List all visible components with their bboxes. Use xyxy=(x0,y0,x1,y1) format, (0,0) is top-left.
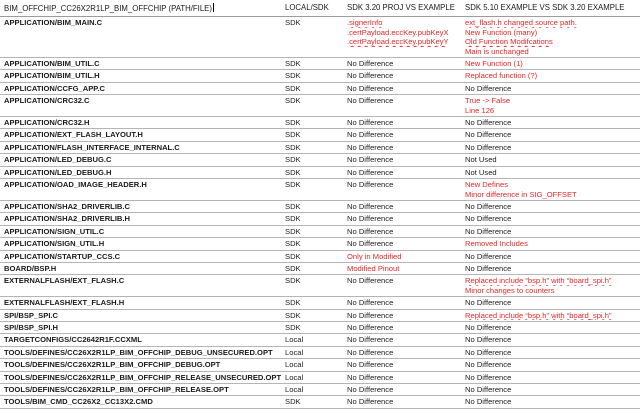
example-vs-example-cell[interactable] xyxy=(461,250,640,262)
file-path-text: SPI/BSP_SPI.C xyxy=(4,310,59,320)
file-path-cell[interactable] xyxy=(0,200,281,212)
proj-vs-example-cell[interactable] xyxy=(343,346,461,358)
proj-vs-example-cell[interactable] xyxy=(343,297,461,309)
example-vs-example-cell[interactable] xyxy=(461,117,640,129)
proj-vs-example-note: No Difference xyxy=(347,214,394,224)
local-sdk-cell[interactable] xyxy=(281,371,343,383)
example-vs-example-note: No Difference xyxy=(465,142,512,152)
table-row xyxy=(0,359,640,371)
table-row xyxy=(0,141,640,153)
file-path-cell[interactable] xyxy=(0,179,281,201)
file-path-cell[interactable] xyxy=(0,396,281,408)
local-sdk-text: SDK xyxy=(285,298,301,308)
example-vs-example-cell[interactable] xyxy=(461,346,640,358)
example-vs-example-cell[interactable] xyxy=(461,200,640,212)
local-sdk-text: Local xyxy=(285,335,304,345)
file-path-cell[interactable] xyxy=(0,117,281,129)
local-sdk-text: SDK xyxy=(285,310,301,320)
example-vs-example-cell[interactable] xyxy=(461,262,640,274)
header-row xyxy=(0,0,640,17)
table-row xyxy=(0,179,640,201)
example-vs-example-note: ext_flash.h changed source path. xyxy=(465,18,577,28)
proj-vs-example-note: No Difference xyxy=(347,71,394,81)
local-sdk-cell[interactable] xyxy=(281,262,343,274)
file-path-cell[interactable] xyxy=(0,17,281,58)
local-sdk-cell[interactable] xyxy=(281,70,343,82)
example-vs-example-note: Removed Includes xyxy=(465,239,528,249)
example-vs-example-note: New Defines xyxy=(465,180,509,190)
example-vs-example-note: No Difference xyxy=(465,397,512,407)
local-sdk-cell[interactable] xyxy=(281,275,343,297)
proj-vs-example-note: No Difference xyxy=(347,201,394,211)
example-vs-example-note: New Function (many) xyxy=(465,27,538,37)
file-path-text: TOOLS/DEFINES/CC26X2R1LP_BIM_OFFCHIP_RELEASE.OPT xyxy=(4,385,229,394)
local-sdk-text: SDK xyxy=(285,276,301,286)
file-path-text: TARGETCONFIGS/CC2642R1F.CCXML xyxy=(4,335,142,345)
example-vs-example-note: Old Function Modifcations xyxy=(465,37,553,47)
local-sdk-text: Local xyxy=(285,347,304,357)
example-vs-example-cell[interactable] xyxy=(461,141,640,153)
example-vs-example-note: Not Used xyxy=(465,155,497,165)
file-path-cell[interactable] xyxy=(0,297,281,309)
file-path-text: APPLICATION/EXT_FLASH_LAYOUT.H xyxy=(4,130,143,140)
proj-vs-example-cell[interactable] xyxy=(343,250,461,262)
example-vs-example-note: Not Used xyxy=(465,167,497,177)
example-vs-example-cell[interactable] xyxy=(461,129,640,141)
local-sdk-text: Local xyxy=(285,385,304,394)
file-path-cell[interactable] xyxy=(0,58,281,70)
proj-vs-example-note: No Difference xyxy=(347,59,394,69)
table-row xyxy=(0,371,640,383)
table-row xyxy=(0,297,640,309)
local-sdk-cell[interactable] xyxy=(281,129,343,141)
header-file-label: BIM_OFFCHIP_CC26X2R1LP_BIM_OFFCHIP (PATH/FILE) xyxy=(4,4,212,13)
example-vs-example-note: No Difference xyxy=(465,298,512,308)
file-path-text: APPLICATION/SIGN_UTIL.H xyxy=(4,239,105,249)
file-path-cell[interactable] xyxy=(0,384,281,396)
proj-vs-example-note: No Difference xyxy=(347,322,394,332)
file-path-cell[interactable] xyxy=(0,371,281,383)
example-vs-example-cell[interactable] xyxy=(461,166,640,178)
table-row xyxy=(0,396,640,408)
file-path-cell[interactable] xyxy=(0,225,281,237)
table-row xyxy=(0,17,640,58)
proj-vs-example-note: No Difference xyxy=(347,142,394,152)
local-sdk-text: Local xyxy=(285,360,304,370)
file-path-text: APPLICATION/BIM_UTIL.C xyxy=(4,59,100,69)
example-vs-example-note: No Difference xyxy=(465,251,512,261)
local-sdk-text: SDK xyxy=(285,83,301,93)
example-vs-example-cell[interactable] xyxy=(461,225,640,237)
table-row xyxy=(0,238,640,250)
proj-vs-example-cell[interactable] xyxy=(343,275,461,297)
local-sdk-text: SDK xyxy=(285,142,301,152)
example-vs-example-note: Replaced function (?) xyxy=(465,71,538,81)
local-sdk-text: SDK xyxy=(285,130,301,140)
file-path-text: EXTERNALFLASH/EXT_FLASH.C xyxy=(4,276,125,286)
table-row xyxy=(0,262,640,274)
local-sdk-cell[interactable] xyxy=(281,213,343,225)
proj-vs-example-note: No Difference xyxy=(347,347,394,357)
example-vs-example-cell[interactable] xyxy=(461,384,640,396)
local-sdk-cell[interactable] xyxy=(281,396,343,408)
table-row xyxy=(0,225,640,237)
local-sdk-cell[interactable] xyxy=(281,141,343,153)
file-path-text: APPLICATION/OAD_IMAGE_HEADER.H xyxy=(4,180,147,190)
local-sdk-cell[interactable] xyxy=(281,166,343,178)
file-path-text: SPI/BSP_SPI.H xyxy=(4,322,59,332)
example-vs-example-cell[interactable] xyxy=(461,95,640,117)
example-vs-example-cell[interactable] xyxy=(461,238,640,250)
proj-vs-example-cell[interactable] xyxy=(343,179,461,201)
local-sdk-cell[interactable] xyxy=(281,154,343,166)
example-vs-example-cell[interactable] xyxy=(461,309,640,321)
header-cell-proj-vs-example[interactable] xyxy=(343,0,461,17)
proj-vs-example-note: .signerInfo xyxy=(347,18,383,28)
proj-vs-example-cell[interactable] xyxy=(343,70,461,82)
proj-vs-example-note: No Difference xyxy=(347,310,394,320)
local-sdk-text: SDK xyxy=(285,18,301,28)
local-sdk-text: SDK xyxy=(285,71,301,81)
file-path-text: APPLICATION/LED_DEBUG.H xyxy=(4,167,112,177)
proj-vs-example-cell[interactable] xyxy=(343,117,461,129)
local-sdk-cell[interactable] xyxy=(281,95,343,117)
file-path-text: TOOLS/DEFINES/CC26X2R1LP_BIM_OFFCHIP_DEBUG.OPT xyxy=(4,360,221,370)
proj-vs-example-note: No Difference xyxy=(347,298,394,308)
example-vs-example-note: Replaced include “bsp.h” with “board_spi.h” xyxy=(465,276,612,286)
local-sdk-cell[interactable] xyxy=(281,321,343,333)
proj-vs-example-cell[interactable] xyxy=(343,371,461,383)
local-sdk-text: SDK xyxy=(285,214,301,224)
example-vs-example-note: Main is unchanged xyxy=(465,46,529,56)
table-row xyxy=(0,117,640,129)
example-vs-example-note: New Function (1) xyxy=(465,59,523,69)
file-path-text: APPLICATION/BIM_MAIN.C xyxy=(4,18,103,28)
proj-vs-example-cell[interactable] xyxy=(343,200,461,212)
proj-vs-example-note: No Difference xyxy=(347,335,394,345)
local-sdk-text: SDK xyxy=(285,263,301,273)
proj-vs-example-note: Only in Modified xyxy=(347,251,402,261)
table-row xyxy=(0,200,640,212)
file-path-cell[interactable] xyxy=(0,70,281,82)
local-sdk-cell[interactable] xyxy=(281,250,343,262)
file-path-cell[interactable] xyxy=(0,250,281,262)
example-vs-example-cell[interactable] xyxy=(461,321,640,333)
file-path-text: APPLICATION/LED_DEBUG.C xyxy=(4,155,112,165)
file-path-text: TOOLS/DEFINES/CC26X2R1LP_BIM_OFFCHIP_DEBUG_UNSECURED.OPT xyxy=(4,347,273,357)
example-vs-example-note: No Difference xyxy=(465,360,512,370)
local-sdk-cell[interactable] xyxy=(281,179,343,201)
local-sdk-cell[interactable] xyxy=(281,297,343,309)
local-sdk-cell[interactable] xyxy=(281,200,343,212)
proj-vs-example-note: No Difference xyxy=(347,397,394,407)
file-path-text: TOOLS/BIM_CMD_CC26X2_CC13X2.CMD xyxy=(4,397,153,407)
file-path-cell[interactable] xyxy=(0,82,281,94)
proj-vs-example-note: No Difference xyxy=(347,385,394,394)
proj-vs-example-cell[interactable] xyxy=(343,213,461,225)
example-vs-example-cell[interactable] xyxy=(461,179,640,201)
file-path-text: APPLICATION/SHA2_DRIVERLIB.C xyxy=(4,201,131,211)
local-sdk-cell[interactable] xyxy=(281,384,343,396)
example-vs-example-cell[interactable] xyxy=(461,297,640,309)
example-vs-example-note: No Difference xyxy=(465,201,512,211)
example-vs-example-cell[interactable] xyxy=(461,213,640,225)
example-vs-example-cell[interactable] xyxy=(461,82,640,94)
proj-vs-example-note: No Difference xyxy=(347,167,394,177)
file-path-text: APPLICATION/STARTUP_CCS.C xyxy=(4,251,121,261)
local-sdk-text: Local xyxy=(285,372,304,382)
example-vs-example-note: No Difference xyxy=(465,214,512,224)
example-vs-example-cell[interactable] xyxy=(461,275,640,297)
file-path-text: APPLICATION/CRC32.C xyxy=(4,96,90,106)
file-path-cell[interactable] xyxy=(0,213,281,225)
file-path-text: APPLICATION/CRC32.H xyxy=(4,118,90,128)
file-path-cell[interactable] xyxy=(0,346,281,358)
file-path-cell[interactable] xyxy=(0,309,281,321)
file-path-text: TOOLS/DEFINES/CC26X2R1LP_BIM_OFFCHIP_RELEASE_UNSECURED.OPT xyxy=(4,372,282,382)
local-sdk-cell[interactable] xyxy=(281,58,343,70)
proj-vs-example-cell[interactable] xyxy=(343,95,461,117)
local-sdk-text: SDK xyxy=(285,397,301,407)
table-row xyxy=(0,129,640,141)
file-path-cell[interactable] xyxy=(0,321,281,333)
example-vs-example-cell[interactable] xyxy=(461,17,640,58)
local-sdk-text: SDK xyxy=(285,226,301,236)
file-path-cell[interactable] xyxy=(0,95,281,117)
local-sdk-text: SDK xyxy=(285,118,301,128)
local-sdk-text: SDK xyxy=(285,322,301,332)
table-row xyxy=(0,334,640,346)
header-cell-local-sdk[interactable] xyxy=(281,0,343,17)
proj-vs-example-note: No Difference xyxy=(347,372,394,382)
proj-vs-example-note: .certPayload.eccKey.pubKeyX xyxy=(347,27,449,37)
file-path-cell[interactable] xyxy=(0,166,281,178)
proj-vs-example-note: No Difference xyxy=(347,83,394,93)
local-sdk-text: SDK xyxy=(285,59,301,69)
example-vs-example-note: No Difference xyxy=(465,347,512,357)
example-vs-example-note: No Difference xyxy=(465,130,512,140)
proj-vs-example-note: No Difference xyxy=(347,118,394,128)
local-sdk-text: SDK xyxy=(285,155,301,165)
file-path-cell[interactable] xyxy=(0,129,281,141)
local-sdk-text: SDK xyxy=(285,251,301,261)
proj-vs-example-cell[interactable] xyxy=(343,238,461,250)
table-row xyxy=(0,346,640,358)
example-vs-example-note: No Difference xyxy=(465,83,512,93)
header-cell-file[interactable] xyxy=(0,0,281,17)
table-row xyxy=(0,166,640,178)
example-vs-example-note: Line 126 xyxy=(465,105,495,115)
header-proj-vs-example-label: SDK 3.20 PROJ VS EXAMPLE xyxy=(347,3,455,12)
file-path-text: BOARD/BSP.H xyxy=(4,263,57,273)
table-row xyxy=(0,58,640,70)
proj-vs-example-note: No Difference xyxy=(347,226,394,236)
table-row xyxy=(0,154,640,166)
file-path-cell[interactable] xyxy=(0,262,281,274)
header-local-sdk-label: LOCAL/SDK xyxy=(285,3,329,12)
local-sdk-cell[interactable] xyxy=(281,82,343,94)
proj-vs-example-cell[interactable] xyxy=(343,334,461,346)
proj-vs-example-cell[interactable] xyxy=(343,309,461,321)
proj-vs-example-cell[interactable] xyxy=(343,141,461,153)
table-row xyxy=(0,70,640,82)
file-path-cell[interactable] xyxy=(0,359,281,371)
file-path-cell[interactable] xyxy=(0,275,281,297)
example-vs-example-note: No Difference xyxy=(465,385,512,394)
example-vs-example-note: No Difference xyxy=(465,322,512,332)
local-sdk-cell[interactable] xyxy=(281,17,343,58)
table-row xyxy=(0,95,640,117)
example-vs-example-cell[interactable] xyxy=(461,58,640,70)
local-sdk-cell[interactable] xyxy=(281,334,343,346)
file-path-cell[interactable] xyxy=(0,141,281,153)
proj-vs-example-note: No Difference xyxy=(347,239,394,249)
example-vs-example-cell[interactable] xyxy=(461,70,640,82)
proj-vs-example-note: No Difference xyxy=(347,155,394,165)
example-vs-example-note: Minor difference in SIG_OFFSET xyxy=(465,189,577,199)
local-sdk-cell[interactable] xyxy=(281,225,343,237)
example-vs-example-note: Minor changes to counters xyxy=(465,285,555,295)
example-vs-example-note: True -> False xyxy=(465,96,511,106)
proj-vs-example-cell[interactable] xyxy=(343,359,461,371)
file-path-text: APPLICATION/CCFG_APP.C xyxy=(4,83,105,93)
proj-vs-example-cell[interactable] xyxy=(343,166,461,178)
table-row xyxy=(0,275,640,297)
table-row xyxy=(0,213,640,225)
local-sdk-cell[interactable] xyxy=(281,346,343,358)
file-path-text: APPLICATION/BIM_UTIL.H xyxy=(4,71,100,81)
proj-vs-example-cell[interactable] xyxy=(343,225,461,237)
proj-vs-example-cell[interactable] xyxy=(343,262,461,274)
file-path-cell[interactable] xyxy=(0,154,281,166)
table-row xyxy=(0,384,640,396)
table-row xyxy=(0,82,640,94)
proj-vs-example-note: No Difference xyxy=(347,96,394,106)
table-body xyxy=(0,17,640,408)
proj-vs-example-note: No Difference xyxy=(347,276,394,286)
example-vs-example-cell[interactable] xyxy=(461,359,640,371)
local-sdk-text: SDK xyxy=(285,239,301,249)
example-vs-example-note: Replaced include “bsp.h” with “board_spi.h” xyxy=(465,310,612,320)
local-sdk-text: SDK xyxy=(285,96,301,106)
file-path-text: APPLICATION/FLASH_INTERFACE_INTERNAL.C xyxy=(4,142,180,152)
example-vs-example-cell[interactable] xyxy=(461,396,640,408)
proj-vs-example-cell[interactable] xyxy=(343,396,461,408)
proj-vs-example-cell[interactable] xyxy=(343,58,461,70)
example-vs-example-cell[interactable] xyxy=(461,334,640,346)
local-sdk-text: SDK xyxy=(285,180,301,190)
example-vs-example-note: No Difference xyxy=(465,118,512,128)
header-example-vs-example-label: SDK 5.10 EXAMPLE VS SDK 3.20 EXAMPLE xyxy=(465,3,625,12)
local-sdk-cell[interactable] xyxy=(281,359,343,371)
proj-vs-example-cell[interactable] xyxy=(343,384,461,396)
local-sdk-text: SDK xyxy=(285,167,301,177)
file-path-text: APPLICATION/SIGN_UTIL.C xyxy=(4,226,105,236)
file-path-text: APPLICATION/SHA2_DRIVERLIB.H xyxy=(4,214,131,224)
proj-vs-example-cell[interactable] xyxy=(343,129,461,141)
example-vs-example-note: No Difference xyxy=(465,335,512,345)
local-sdk-cell[interactable] xyxy=(281,309,343,321)
example-vs-example-cell[interactable] xyxy=(461,371,640,383)
table-row xyxy=(0,250,640,262)
file-path-text: EXTERNALFLASH/EXT_FLASH.H xyxy=(4,298,125,308)
file-path-cell[interactable] xyxy=(0,334,281,346)
local-sdk-text: SDK xyxy=(285,201,301,211)
header-cell-example-vs-example[interactable] xyxy=(461,0,640,17)
proj-vs-example-note: No Difference xyxy=(347,180,394,190)
file-path-cell[interactable] xyxy=(0,238,281,250)
proj-vs-example-cell[interactable] xyxy=(343,321,461,333)
proj-vs-example-note: Modified Pinout xyxy=(347,263,400,273)
example-vs-example-cell[interactable] xyxy=(461,154,640,166)
text-cursor xyxy=(213,3,214,12)
proj-vs-example-note: No Difference xyxy=(347,130,394,140)
proj-vs-example-note: .certPayload.eccKey.pubKeyY xyxy=(347,37,449,47)
local-sdk-cell[interactable] xyxy=(281,117,343,129)
table-row xyxy=(0,309,640,321)
proj-vs-example-note: No Difference xyxy=(347,360,394,370)
example-vs-example-note: No Difference xyxy=(465,263,512,273)
example-vs-example-note: No Difference xyxy=(465,226,512,236)
example-vs-example-note: No Difference xyxy=(465,372,512,382)
table-row xyxy=(0,321,640,333)
local-sdk-cell[interactable] xyxy=(281,238,343,250)
proj-vs-example-cell[interactable] xyxy=(343,154,461,166)
proj-vs-example-cell[interactable] xyxy=(343,82,461,94)
proj-vs-example-cell[interactable] xyxy=(343,17,461,58)
